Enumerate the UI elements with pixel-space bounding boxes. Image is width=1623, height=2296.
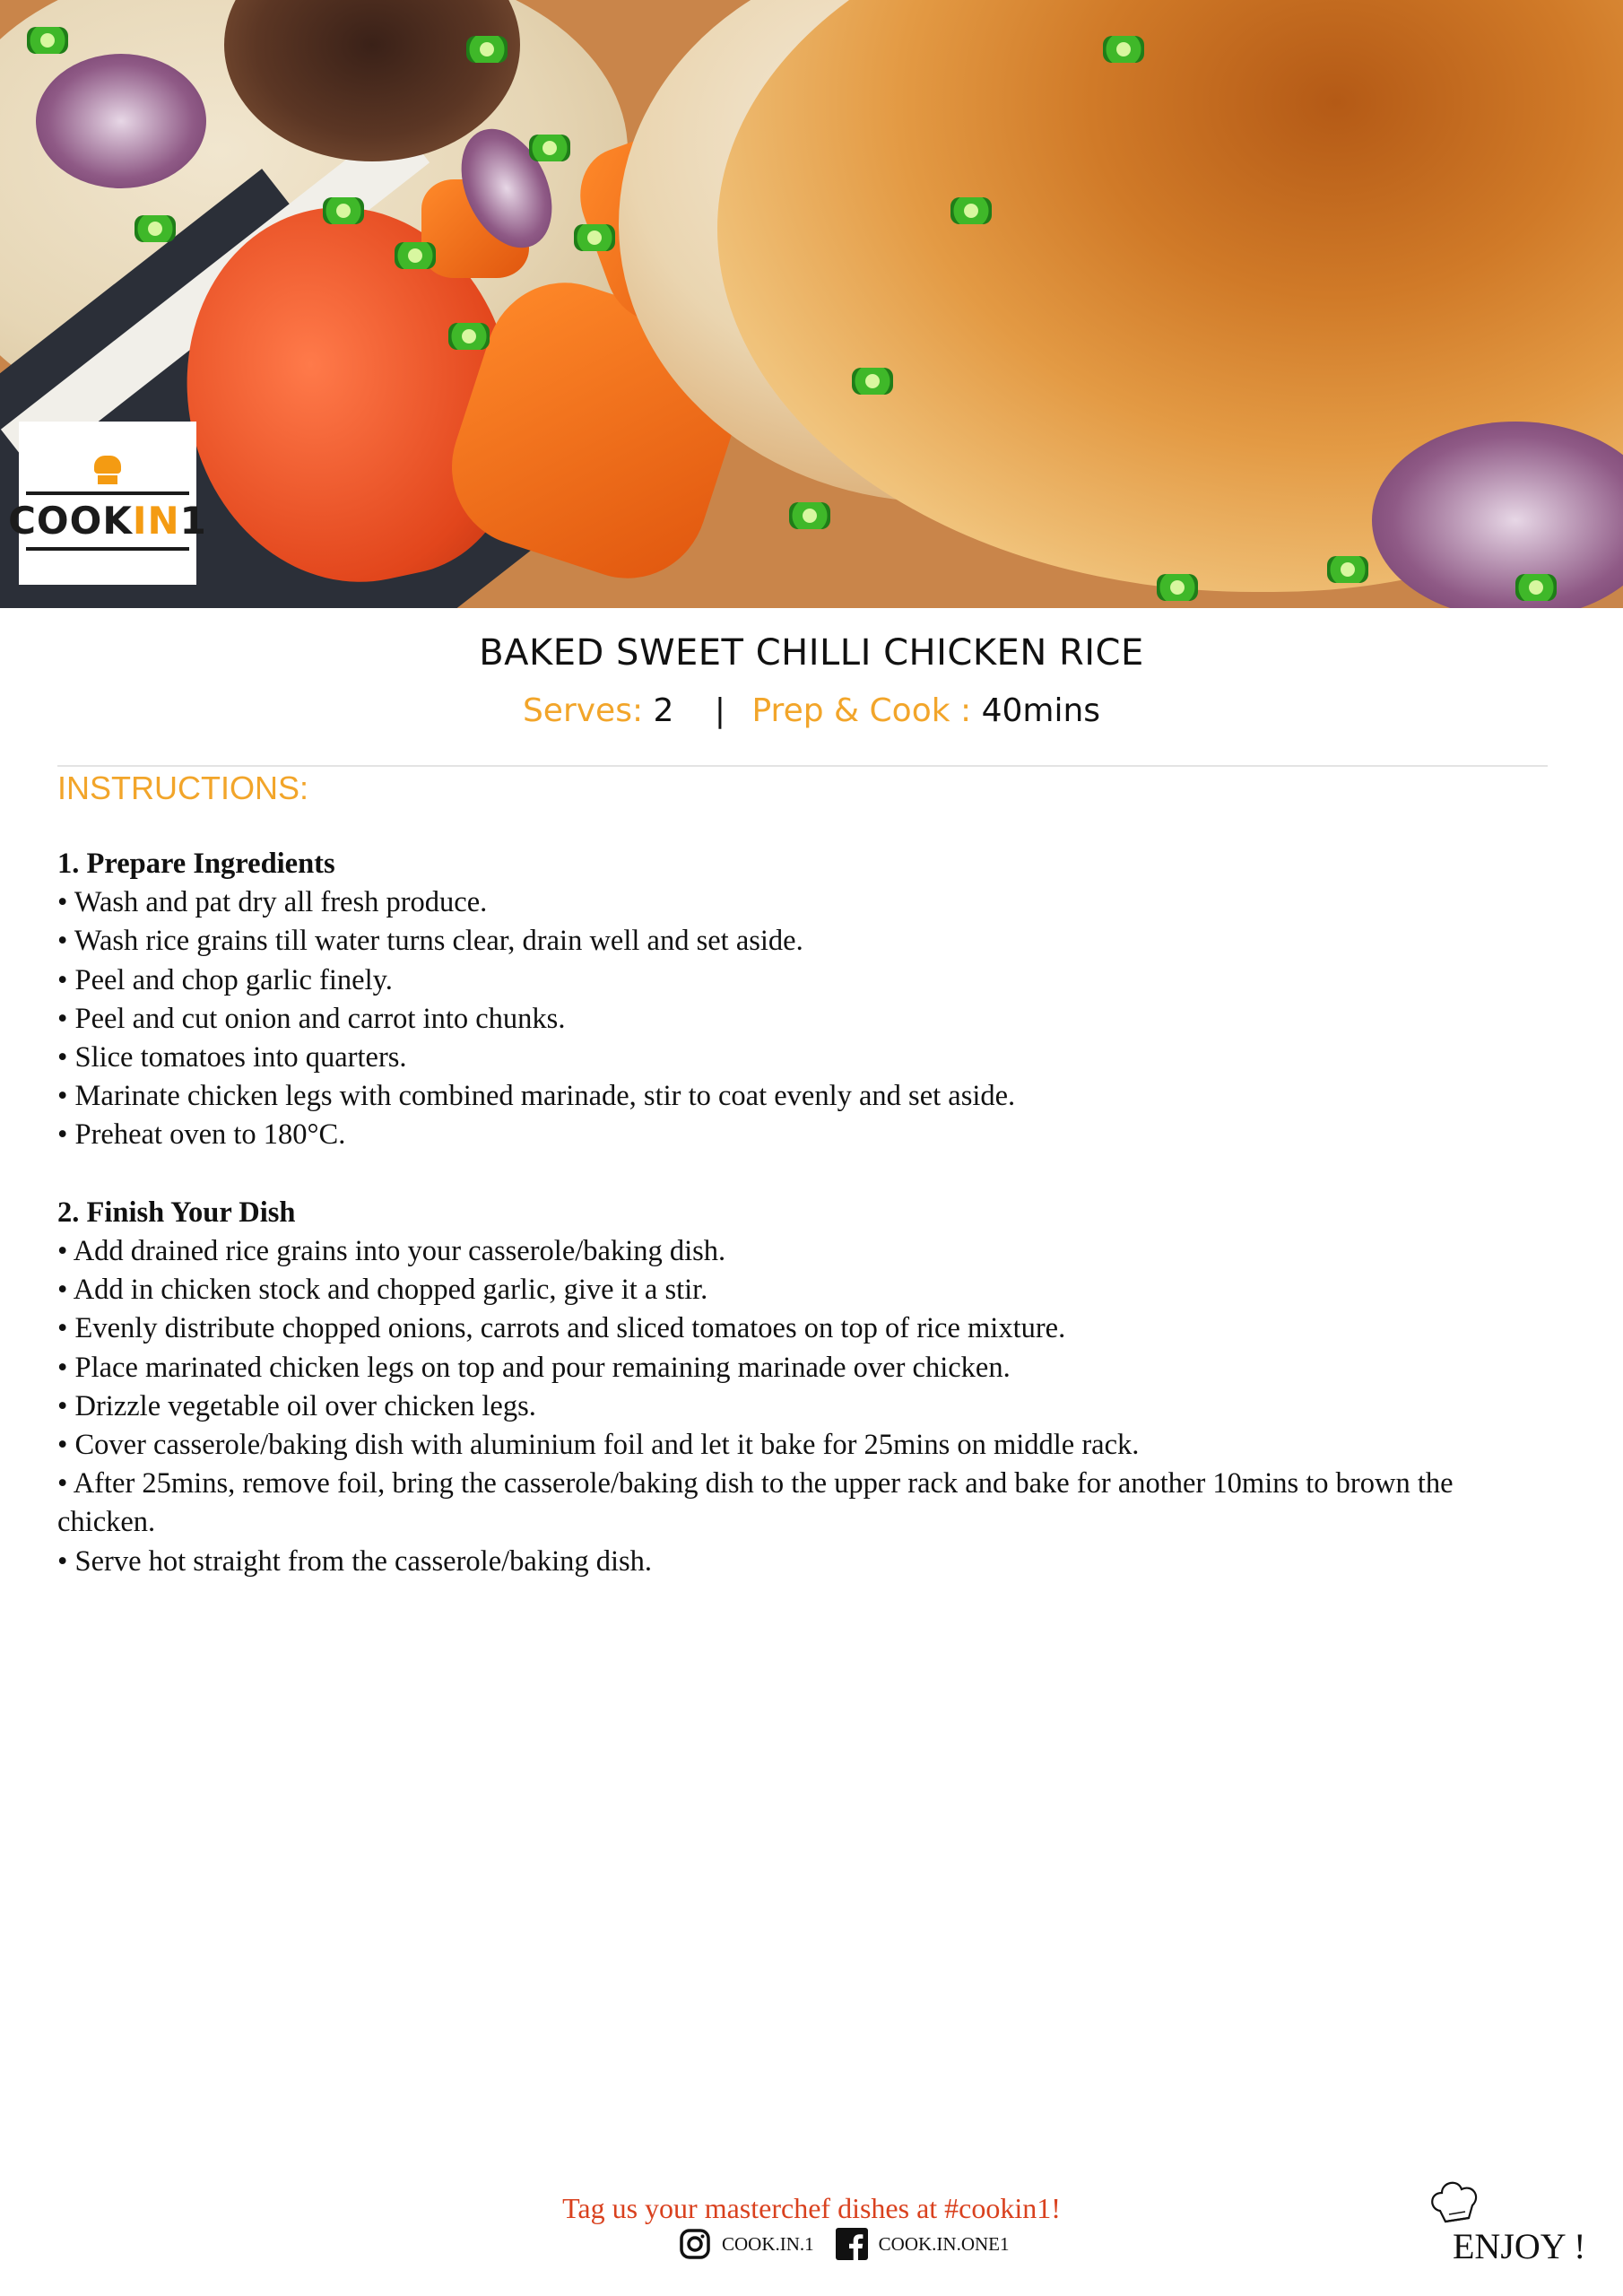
step-item: • Place marinated chicken legs on top and pour remaining marinade over chicken. bbox=[57, 1351, 1011, 1384]
step-block bbox=[57, 1194, 1555, 1581]
scallion-piece bbox=[789, 502, 830, 529]
instructions-heading: INSTRUCTIONS: bbox=[57, 770, 309, 806]
enjoy-badge bbox=[1426, 2175, 1605, 2265]
cookin1-logo bbox=[8, 422, 207, 585]
facebook-icon[interactable] bbox=[834, 2226, 870, 2262]
step-item: • Serve hot straight from the casserole/baking dish. bbox=[57, 1544, 653, 1578]
instagram-icon[interactable] bbox=[677, 2226, 713, 2262]
instructions-body bbox=[57, 845, 1555, 1620]
scallion-piece bbox=[323, 197, 364, 224]
time-value: 40mins bbox=[981, 692, 1101, 729]
step-item: • Preheat oven to 180°C. bbox=[57, 1118, 346, 1152]
serves-value: 2 bbox=[653, 692, 674, 729]
logo-rule bbox=[26, 491, 189, 495]
scallion-piece bbox=[529, 135, 570, 161]
step-item: • Drizzle vegetable oil over chicken legs. bbox=[57, 1389, 536, 1422]
chef-hat-icon bbox=[91, 456, 125, 486]
scallion-piece bbox=[395, 242, 436, 269]
step-item: • Cover casserole/baking dish with aluminium foil and let it bake for 25mins on middle rack. bbox=[57, 1429, 1140, 1462]
step-item: • Add in chicken stock and chopped garlic, give it a stir. bbox=[57, 1274, 708, 1307]
step-item: • Slice tomatoes into quarters. bbox=[57, 1041, 407, 1074]
footer-tagline: Tag us your masterchef dishes at #cookin1! bbox=[562, 2192, 1061, 2224]
scallion-piece bbox=[1103, 36, 1144, 63]
meta-separator: | bbox=[714, 692, 726, 729]
step-item: • Peel and cut onion and carrot into chunks. bbox=[57, 1002, 566, 1035]
scallion-piece bbox=[448, 323, 490, 350]
serves-label: Serves: bbox=[522, 692, 644, 729]
recipe-title: BAKED SWEET CHILLI CHICKEN RICE bbox=[479, 632, 1144, 674]
facebook-handle[interactable]: COOK.IN.ONE1 bbox=[878, 2232, 1010, 2255]
step-block bbox=[57, 845, 1555, 1155]
scallion-piece bbox=[135, 215, 176, 242]
hero-food-photo bbox=[0, 0, 1623, 608]
onion-piece bbox=[36, 54, 206, 188]
time-label: Prep & Cook : bbox=[751, 692, 972, 729]
scallion-piece bbox=[1157, 574, 1198, 601]
step-title: 1. Prepare Ingredients bbox=[57, 848, 335, 880]
step-item: • Evenly distribute chopped onions, carrots and sliced tomatoes on top of rice mixture. bbox=[57, 1312, 1066, 1345]
scallion-piece bbox=[1327, 556, 1368, 583]
step-item: • Wash rice grains till water turns clear, drain well and set aside. bbox=[57, 925, 803, 958]
recipe-meta bbox=[0, 692, 1623, 729]
logo-wordmark: COOKIN1 bbox=[8, 499, 207, 543]
enjoy-text: ENJOY ! bbox=[1453, 2226, 1586, 2266]
step-item: • Wash and pat dry all fresh produce. bbox=[57, 886, 488, 919]
step-title: 2. Finish Your Dish bbox=[57, 1196, 296, 1229]
social-links bbox=[677, 2226, 1029, 2262]
step-item: • Peel and chop garlic finely. bbox=[57, 963, 393, 996]
scallion-piece bbox=[950, 197, 992, 224]
instagram-handle[interactable]: COOK.IN.1 bbox=[722, 2232, 814, 2255]
step-item: • After 25mins, remove foil, bring the casserole/baking dish to the upper rack and bake for another 10mins to brown the chicken. bbox=[57, 1467, 1454, 1539]
scallion-piece bbox=[1515, 574, 1557, 601]
scallion-piece bbox=[27, 27, 68, 54]
step-item: • Marinate chicken legs with combined marinade, stir to coat evenly and set aside. bbox=[57, 1080, 1016, 1113]
scallion-piece bbox=[466, 36, 508, 63]
divider bbox=[57, 765, 1548, 767]
scallion-piece bbox=[852, 368, 893, 395]
scallion-piece bbox=[574, 224, 615, 251]
step-item: • Add drained rice grains into your casserole/baking dish. bbox=[57, 1235, 726, 1268]
logo-rule bbox=[26, 547, 189, 551]
